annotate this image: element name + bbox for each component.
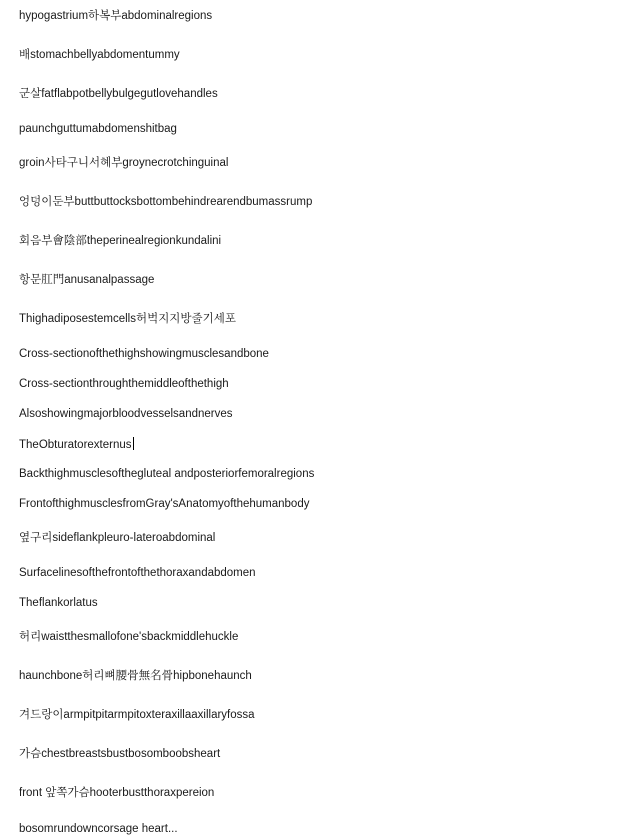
text-line: paunchguttumabdomenshitbag: [19, 123, 177, 135]
text-line-partial: bosomrundowncorsage heart...: [19, 823, 178, 835]
text-line: 회음부會陰部theperinealregionkundalini: [19, 235, 222, 247]
text-line: 겨드랑이armpitpitarmpitoxteraxillaaxillaryfossa: [19, 709, 255, 721]
text-line: Alsoshowingmajorbloodvesselsandnerves: [19, 408, 233, 420]
text-line: Theflankorlatus: [19, 597, 98, 609]
text-cursor: [133, 437, 134, 450]
text-line: 엉덩이둔부buttbuttocksbottombehindrearendbumassrump: [19, 196, 313, 208]
text-line: 항문肛門anusanalpassage: [19, 274, 155, 286]
text-line: groin사타구니서혜부groynecrotchinguinal: [19, 157, 229, 169]
text-line: 옆구리sideflankpleuro-lateroabdominal: [19, 532, 216, 544]
text-line: 허리waistthesmallofone'sbackmiddlehuckle: [19, 631, 239, 643]
text-line: 군살fatflabpotbellybulgegutlovehandles: [19, 88, 218, 100]
text-line: haunchbone허리뼈腰骨無名骨hipbonehaunch: [19, 670, 252, 682]
text-line: hypogastrium하복부abdominalregions: [19, 10, 213, 22]
text-line: Cross-sectionofthethighshowingmusclesandbone: [19, 348, 269, 360]
text-line: Thighadiposestemcells허벅지지방줄기세포: [19, 313, 236, 325]
text-line-with-caret: [19, 437, 134, 453]
text-line: Surfacelinesofthefrontofthethoraxandabdomen: [19, 567, 256, 579]
text-line: Backthighmusclesofthegluteal andposteriorfemoralregions: [19, 468, 315, 480]
text-line: front 앞쪽가슴hooterbustthoraxpereion: [19, 787, 215, 799]
text-line: 가슴chestbreastsbustbosomboobsheart: [19, 748, 221, 760]
text-line-content: TheObturatorexternus: [19, 439, 132, 451]
text-line: Cross-sectionthroughthemiddleofthethigh: [19, 378, 229, 390]
text-line: 배stomachbellyabdomentummy: [19, 49, 180, 61]
text-line: FrontofthighmusclesfromGray'sAnatomyofthehumanbody: [19, 498, 310, 510]
